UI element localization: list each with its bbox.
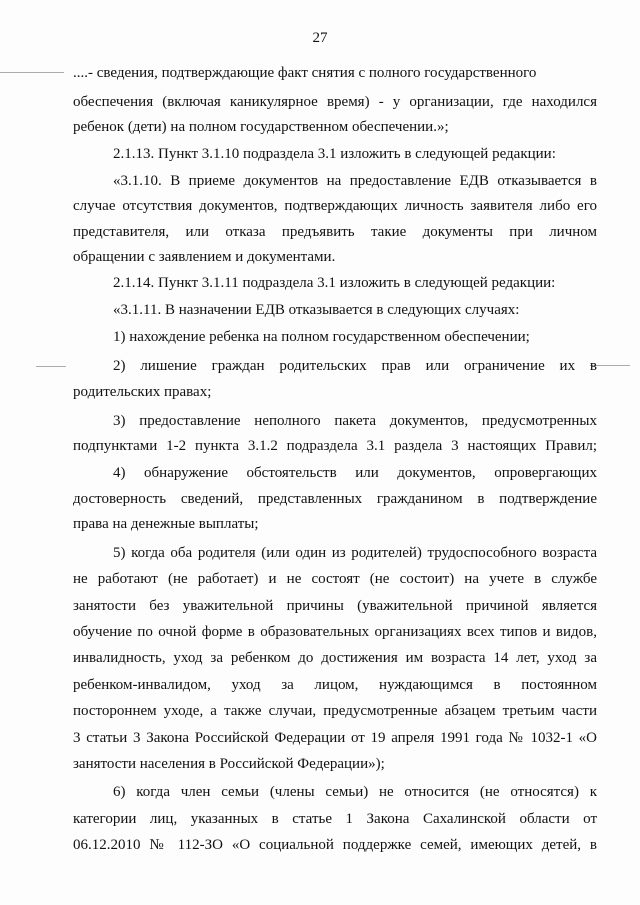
text-line-21: занятости без уважительной причины (уважительной причиной является (73, 598, 597, 614)
text-line-13: родительских правах; (73, 384, 212, 400)
text-line-19: 5) когда оба родителя (или один из родителей) трудоспособного возраста (113, 545, 597, 561)
text-line-27: занятости населения в Российской Федерации»); (73, 756, 385, 772)
text-line-16: 4) обнаружение обстоятельств или документов, опровергающих (113, 465, 597, 481)
text-line-23: инвалидность, уход за ребенком до достижения им возраста 14 лет, уход за (73, 650, 597, 666)
scan-artifact (36, 366, 66, 367)
text-line-17: достоверность сведений, представленных гражданином в подтверждение (73, 491, 597, 507)
text-line-30: 06.12.2010 № 112-ЗО «О социальной поддержке семей, имеющих детей, в (73, 837, 597, 853)
text-line-24: ребенком-инвалидом, уход за лицом, нуждающимся в постоянном (73, 677, 597, 693)
text-line-6: случае отсутствия документов, подтверждающих личность заявителя либо его (73, 198, 597, 214)
text-line-29: категории лиц, указанных в статье 1 Закона Сахалинской области от (73, 811, 597, 827)
text-line-8: обращении с заявлением и документами. (73, 249, 336, 265)
text-line-18: права на денежные выплаты; (73, 516, 259, 532)
text-line-5: «3.1.10. В приеме документов на предоставление ЕДВ отказывается в (113, 173, 597, 189)
text-line-12: 2) лишение граждан родительских прав или ограничение их в (113, 358, 597, 374)
text-line-25: постороннем уходе, а также случаи, предусмотренные абзацем третьим части (73, 703, 597, 719)
scan-artifact (0, 72, 64, 73)
text-line-7: представителя, или отказа предъявить такие документы при личном (73, 224, 597, 240)
text-line-4: 2.1.13. Пункт 3.1.10 подраздела 3.1 изложить в следующей редакции: (113, 146, 556, 162)
text-line-11: 1) нахождение ребенка на полном государственном обеспечении; (113, 329, 530, 345)
text-line-1: ....- сведения, подтверждающие факт снятия с полного государственного (73, 65, 537, 81)
text-line-28: 6) когда член семьи (члены семьи) не относится (не относятся) к (113, 784, 597, 800)
text-line-10: «3.1.11. В назначении ЕДВ отказывается в следующих случаях: (113, 302, 520, 318)
text-line-22: обучение по очной форме в образовательных организациях всех типов и видов, (73, 624, 597, 640)
page-number: 27 (312, 30, 328, 46)
text-line-2: обеспечения (включая каникулярное время) - у организации, где находился (73, 94, 597, 110)
text-line-9: 2.1.14. Пункт 3.1.11 подраздела 3.1 изложить в следующей редакции: (113, 275, 556, 291)
text-line-26: 3 статьи 3 Закона Российской Федерации от 19 апреля 1991 года № 1032-1 «О (73, 730, 597, 746)
text-line-20: не работают (не работает) и не состоят (не состоит) на учете в службе (73, 571, 597, 587)
text-line-14: 3) предоставление неполного пакета документов, предусмотренных (113, 413, 597, 429)
text-line-15: подпунктами 1-2 пункта 3.1.2 подраздела 3.1 раздела 3 настоящих Правил; (73, 438, 597, 454)
text-line-3: ребенок (дети) на полном государственном обеспечении.»; (73, 119, 449, 135)
